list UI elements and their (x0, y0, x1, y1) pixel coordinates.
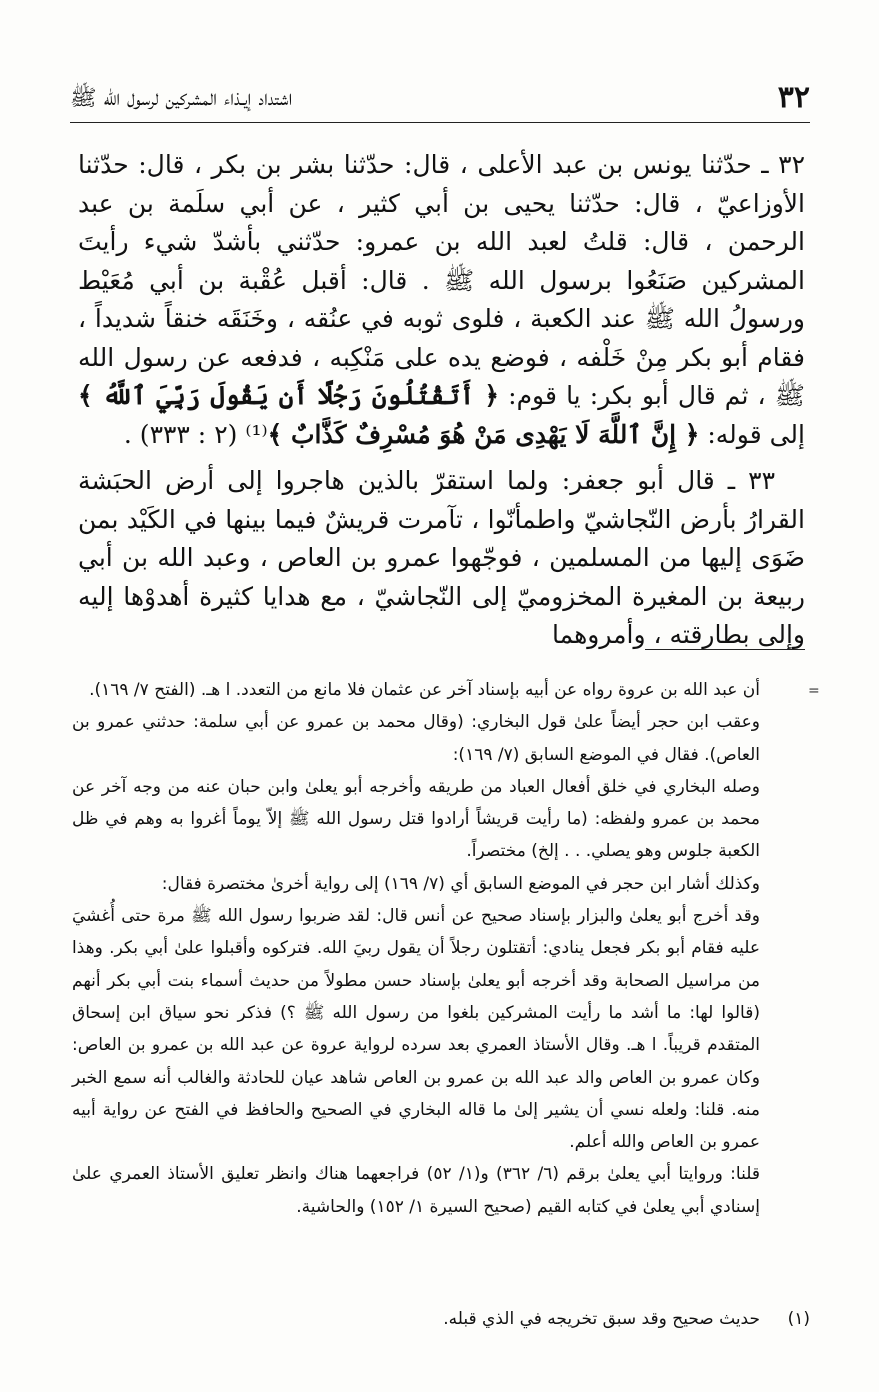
paragraph-32 (78, 146, 805, 454)
footnote-line: وقد أخرج أبو يعلىٰ والبزار بإسناد صحيح عن أنس قال: لقد ضربوا رسول الله ﷺ مرة حتى أُغشيَ عليه فقام أبو بكر فجعل ينادي: أتقتلون رجلاً أن يقول ربيَ الله. فتركوه وأقبلوا علىٰ أبي بكر. وهذا من مراسيل الصحابة وقد أخرجه أبو يعلىٰ بإسناد حسن مطولاً من حديث أسماء بنت أبي بكر أنهم (قالوا لها: ما أشد ما رأيت المشركين بلغوا من رسول الله ﷺ ؟) فذكر نحو سياق ابن إسحاق المتقدم قريباً. ا هـ. وقال الأستاذ العمري بعد سرده لرواية عروة عن عبد الله بن عمرو بن العاص: وكان عمرو بن العاص والد عبد الله بن عمرو بن العاص شاهد عيان للحادثة والغالب أنه سمع الخبر منه. قلنا: ولعله نسي أن يشير إلىٰ ما قاله البخاري في الصحيح والحافظ في الفتح عن رواية أبيه عمرو بن العاص والله أعلم. (72, 906, 760, 1153)
page-header (70, 78, 810, 122)
footnote-1 (72, 1303, 810, 1335)
footnote-line: قلنا: وروايتا أبي يعلىٰ برقم (٦/ ٣٦٢) و(١/ ٥٢) فراجعهما هناك وانظر تعليق الأستاذ العمري علىٰ إسنادي أبي يعلىٰ في كتابه القيم (صحيح السيرة ١/ ١٥٢) والحاشية. (72, 1164, 760, 1217)
footnote-1-text: حديث صحيح وقد سبق تخريجه في الذي قبله. (443, 1309, 760, 1329)
header-rule (70, 122, 810, 123)
quran-verse-2: ﴿ إِنَّ ٱللَّهَ لَا يَهْدِى مَنْ هُوَ مُسْرِفٌ كَذَّابٌ ﴾ (267, 419, 700, 449)
footnote-line: أن عبد الله بن عروة رواه عن أبيه بإسناد آخر عن عثمان فلا مانع من التعدد. ا هـ. (الفتح ٧/ ١٦٩). (89, 680, 760, 700)
running-title: اشتداد إيـذاء المشركين لرسول الله ﷺ (70, 86, 293, 111)
paragraph-33: ٣٣ ـ قال أبو جعفر: ولما استقرّ بالذين هاجروا إلى أرض الحبَشة القرارُ بأرض النّجاشيّ واطمأنّوا ، تآمرت قريشٌ فيما بينها في الكَيْد بمن ضَوَى إليها من المسلمين ، فوجّهوا عمرو بن العاص ، وعبد الله بن أبي ربيعة بن المغيرة المخزوميّ إلى النّجاشيّ ، مع هدايا كثيرة أهدوْها إليه وإلى بطارقته ، وأمروهما (78, 466, 805, 649)
footnote-line: وكذلك أشار ابن حجر في الموضع السابق أي (٧/ ١٦٩) إلى رواية أخرىٰ مختصرة فقال: (161, 873, 760, 894)
footnotes (72, 674, 760, 1223)
main-text (78, 146, 805, 663)
continuation-marker: = (808, 683, 820, 699)
quran-verse-1: ﴿ أَتَقْتُلُونَ رَجُلًا أَن يَقُولَ رَبِّيَ ٱللَّهُ ﴾ (78, 381, 499, 410)
footnote-line: وصله البخاري في خلق أفعال العباد من طريقه وأخرجه أبو يعلىٰ وابن حبان عنه من وجه آخر عن محمد بن عمرو ولفظه: (ما رأيت قريشاً أرادوا قتل رسول الله ﷺ إلاّ يوماً أغروا به وهم في ظل الكعبة جلوس وهو يصلي. . . إلخ) مختصراً. (72, 776, 760, 862)
paragraph-32-reference: ⁽¹⁾ (٢ : ٣٣٣) . (123, 419, 268, 449)
paragraph-32-text: ٣٢ ـ حدّثنا يونس بن عبد الأعلى ، قال: حدّثنا بشر بن بكر ، قال: حدّثنا الأوزاعيّ ، قال: حدّثنا يحيى بن أبي كثير ، عن أبي سلَمة بن عبد الرحمن ، قال: قلتُ لعبد الله بن عمرو: حدّثني بأشدّ شيء رأيتَ المشركين صَنَعُوا برسول الله ﷺ . قال: أقبل عُقْبة بن أبي مُعَيْط ورسولُ الله ﷺ عند الكعبة ، فلوى ثوبه في عنُقه ، وخَنَقَه خنقاً شديداً ، فقام أبو بكر مِنْ خَلْفه ، فوضع يده على مَنْكِبه ، فدفعه عن رسول الله ﷺ ، ثم قال أبو بكر: يا قوم: (78, 150, 805, 410)
page-number: ٣٢ (777, 80, 810, 115)
footnote-rule (645, 649, 805, 650)
footnote-number: (١) (787, 1309, 810, 1329)
paragraph-32-connector: إلى قوله: (707, 419, 805, 449)
footnote-line: وعقب ابن حجر أيضاً علىٰ قول البخاري: (وقال محمد بن عمرو عن أبي سلمة: حدثني عمرو بن العاص). فقال في الموضع السابق (٧/ ١٦٩): (72, 712, 760, 765)
